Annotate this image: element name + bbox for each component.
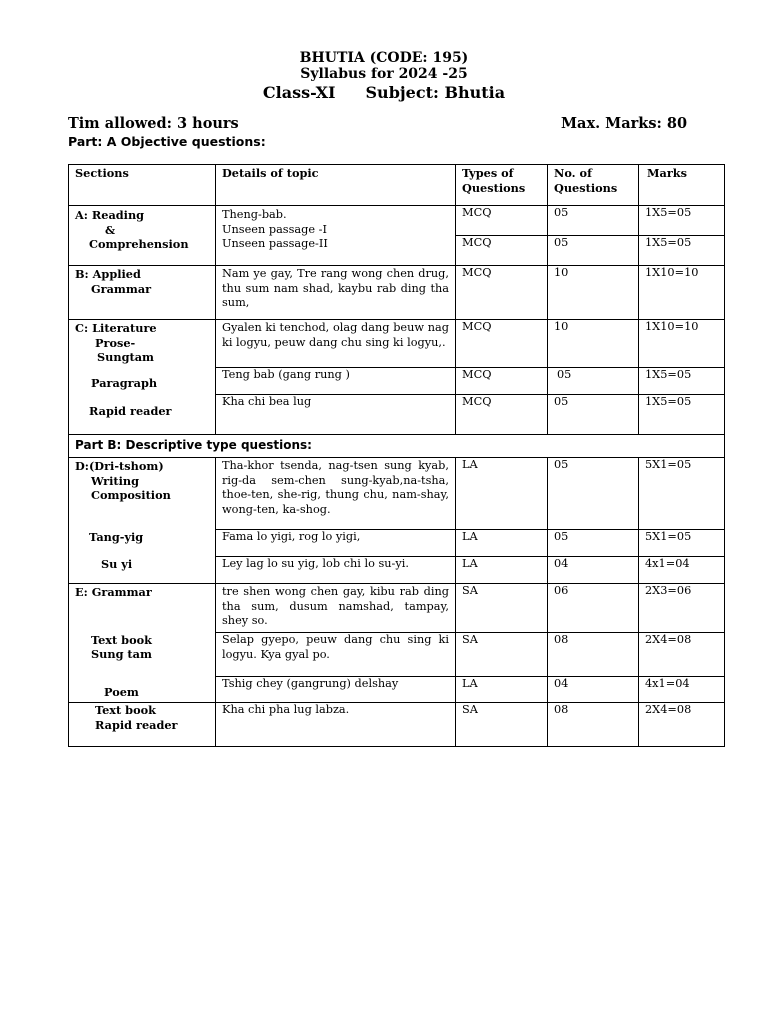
type-cell: LA — [456, 557, 548, 584]
section-writing: D:(Dri-tshom) Writing Composition — [69, 458, 216, 530]
topic-sung-tam: Selap gyepo, peuw dang chu sing ki logyu. Kya gyal po. — [216, 633, 456, 677]
type-cell: MCQ — [456, 206, 548, 236]
document-title: BHUTIA (CODE: 195) — [299, 50, 469, 66]
section-literature: C: Literature Prose- Sungtam — [69, 320, 216, 368]
number-cell: 08 — [548, 703, 639, 747]
table-row — [69, 206, 725, 236]
section-paragraph: Paragraph — [69, 368, 216, 395]
time-allowed: Tim allowed: 3 hours — [68, 115, 239, 132]
col-sections-header: Sections — [69, 165, 216, 206]
table-row — [69, 320, 725, 368]
max-marks: Max. Marks: 80 — [561, 115, 688, 132]
section-sung-tam: Text book Sung tam — [69, 633, 216, 677]
table-row — [69, 368, 725, 395]
table-row — [69, 530, 725, 557]
topic-applied-grammar: Nam ye gay, Tre rang wong chen drug, thu sum nam shad, kaybu rab ding tha sum, — [216, 266, 456, 320]
syllabus-year: Syllabus for 2024 -25 — [300, 66, 468, 82]
type-cell: MCQ — [456, 395, 548, 435]
marks-cell: 4x1=04 — [639, 557, 725, 584]
part-b-heading-row — [69, 435, 725, 458]
part-a-heading: Part: A Objective questions: — [68, 134, 266, 149]
topic-paragraph: Teng bab (gang rung ) — [216, 368, 456, 395]
table-row — [69, 677, 725, 703]
type-cell: SA — [456, 584, 548, 633]
section-text-book-rapid: Text book Rapid reader — [69, 703, 216, 747]
section-reading: A: Reading & Comprehension — [69, 206, 216, 266]
col-marks-header: Marks — [639, 165, 725, 206]
section-tang-yig: Tang-yig — [69, 530, 216, 557]
subject-label: Subject: Bhutia — [365, 83, 506, 102]
number-cell: 05 — [548, 206, 639, 236]
type-cell: LA — [456, 677, 548, 703]
topic-e-grammar: tre shen wong chen gay, kibu rab ding tha sum, dusum namshad, tampay, shey so. — [216, 584, 456, 633]
section-su-yi: Su yi — [69, 557, 216, 584]
marks-cell: 1X5=05 — [639, 236, 725, 266]
topic-prose: Gyalen ki tenchod, olag dang beuw nag ki logyu, peuw dang chu sing ki logyu,. — [216, 320, 456, 368]
number-cell: 04 — [548, 557, 639, 584]
type-cell: MCQ — [456, 236, 548, 266]
table-row — [69, 633, 725, 677]
marks-cell: 5X1=05 — [639, 458, 725, 530]
table-row — [69, 266, 725, 320]
marks-cell: 1X5=05 — [639, 395, 725, 435]
number-cell: 05 — [548, 395, 639, 435]
topic-writing: Tha-khor tsenda, nag-tsen sung kyab, rig-da sem-chen sung-kyab,na-tsha, thoe-ten, she-rig, thung chu, nam-shay, wong-ten, ka-shog. — [216, 458, 456, 530]
type-cell: MCQ — [456, 320, 548, 368]
number-cell: 05 — [548, 368, 639, 395]
number-cell: 04 — [548, 677, 639, 703]
type-cell: SA — [456, 633, 548, 677]
type-cell: LA — [456, 530, 548, 557]
section-rapid-reader: Rapid reader — [69, 395, 216, 435]
number-cell: 06 — [548, 584, 639, 633]
number-cell: 10 — [548, 320, 639, 368]
topic-rapid-reader: Kha chi bea lug — [216, 395, 456, 435]
type-cell: SA — [456, 703, 548, 747]
topic-su-yi: Ley lag lo su yig, lob chi lo su-yi. — [216, 557, 456, 584]
table-row — [69, 703, 725, 747]
marks-cell: 2X4=08 — [639, 633, 725, 677]
topic-text-book-rapid: Kha chi pha lug labza. — [216, 703, 456, 747]
type-cell: LA — [456, 458, 548, 530]
marks-cell: 1X10=10 — [639, 320, 725, 368]
number-cell: 05 — [548, 530, 639, 557]
marks-cell: 1X10=10 — [639, 266, 725, 320]
marks-cell: 1X5=05 — [639, 368, 725, 395]
marks-cell: 5X1=05 — [639, 530, 725, 557]
part-b-heading: Part B: Descriptive type questions: — [69, 435, 725, 458]
syllabus-table — [68, 164, 725, 747]
section-e-grammar: E: Grammar — [69, 584, 216, 633]
topic-tang-yig: Fama lo yigi, rog lo yigi, — [216, 530, 456, 557]
table-header-row — [69, 165, 725, 206]
class-subject-line — [0, 83, 768, 102]
table-row — [69, 584, 725, 633]
marks-cell: 1X5=05 — [639, 206, 725, 236]
marks-cell: 2X4=08 — [639, 703, 725, 747]
table-row — [69, 458, 725, 530]
col-types-header: Types of Questions — [456, 165, 548, 206]
number-cell: 05 — [548, 458, 639, 530]
marks-cell: 2X3=06 — [639, 584, 725, 633]
section-applied-grammar: B: Applied Grammar — [69, 266, 216, 320]
class-label: Class-XI — [262, 83, 336, 102]
type-cell: MCQ — [456, 368, 548, 395]
col-number-header: No. of Questions — [548, 165, 639, 206]
number-cell: 08 — [548, 633, 639, 677]
marks-cell: 4x1=04 — [639, 677, 725, 703]
col-details-header: Details of topic — [216, 165, 456, 206]
type-cell: MCQ — [456, 266, 548, 320]
table-row — [69, 557, 725, 584]
topic-poem: Tshig chey (gangrung) delshay — [216, 677, 456, 703]
number-cell: 05 — [548, 236, 639, 266]
topic-reading: Theng-bab. Unseen passage -I Unseen passage-II — [216, 206, 456, 266]
table-row — [69, 395, 725, 435]
section-poem: Poem — [69, 677, 216, 703]
number-cell: 10 — [548, 266, 639, 320]
